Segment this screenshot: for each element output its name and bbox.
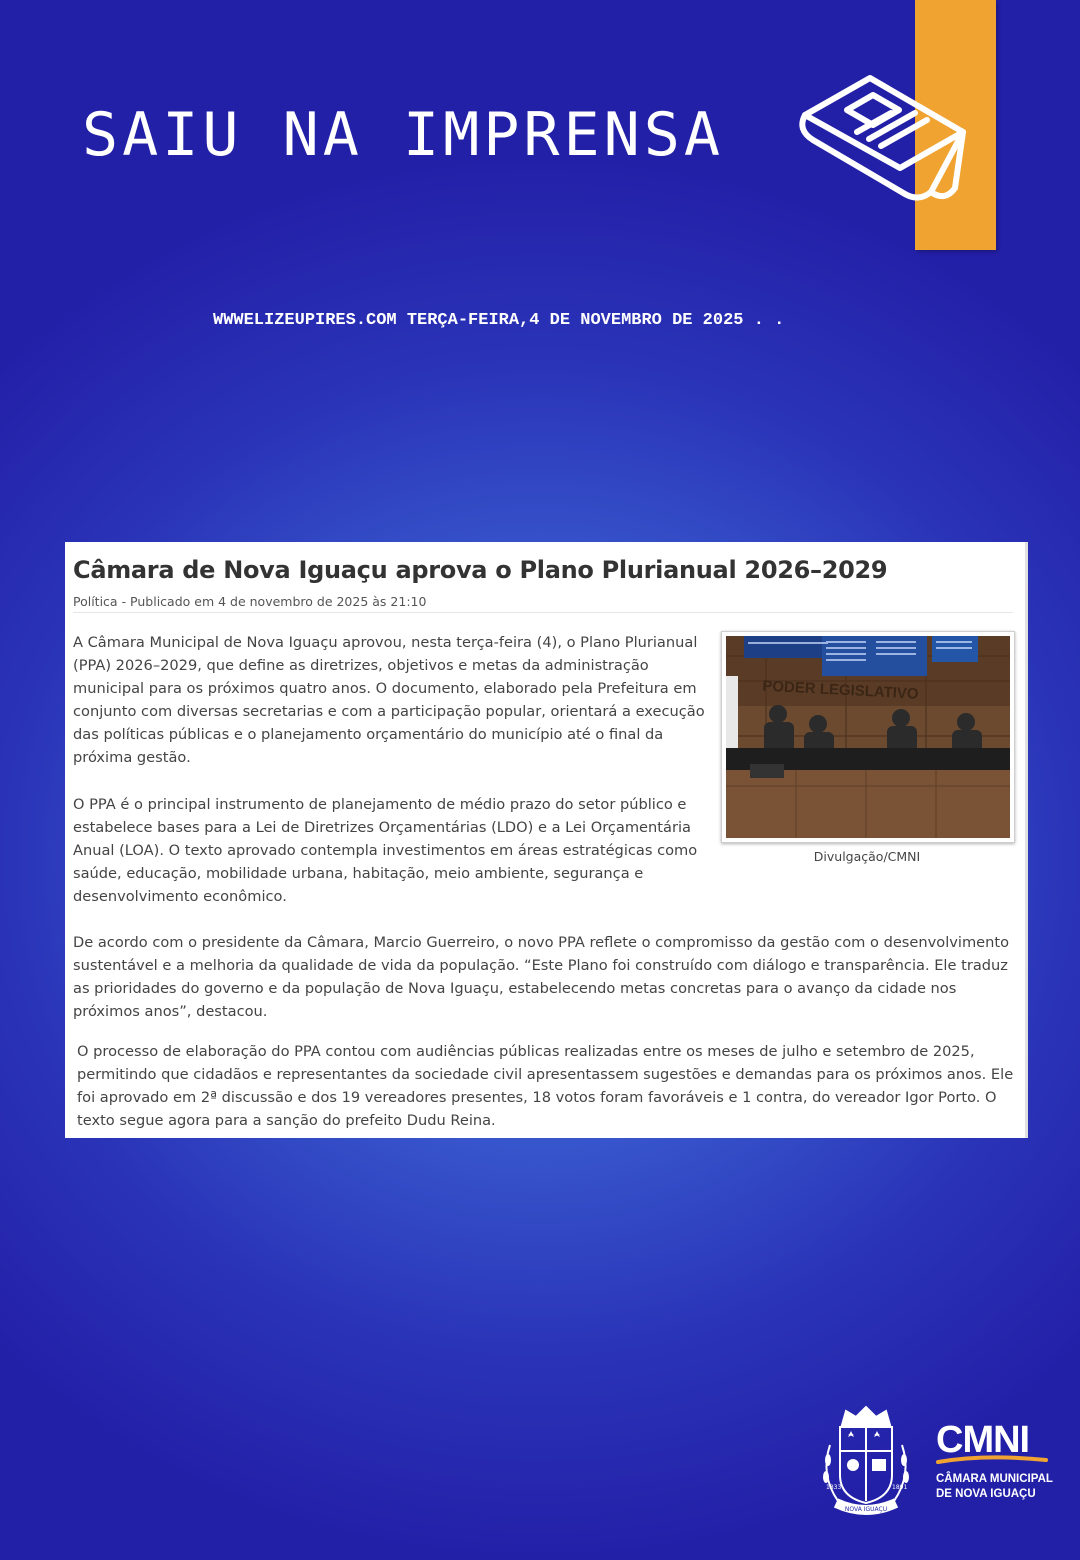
photo-sign-text: PODER LEGISLATIVO: [761, 677, 920, 703]
cmni-subtitle-line1: CÂMARA MUNICIPAL: [936, 1473, 1053, 1485]
cmni-wordmark: CMNI: [936, 1419, 1030, 1461]
article-paragraph-1: A Câmara Municipal de Nova Iguaçu aprovou, nesta terça-feira (4), o Plano Plurianual (PPA) 2026–2029, que define as diretrizes, objetivos e metas da administração municipal para os próximos quatro anos. O documento, elaborado pela Prefeitura em conjunto com diversas secretarias e com a participação popular, orientará a execução das políticas públicas e o planejamento orçamentário do município até o final da próxima gestão.: [73, 634, 705, 766]
cmni-subtitle-line2: DE NOVA IGUAÇU: [936, 1488, 1036, 1500]
council-session-photo: [726, 636, 1010, 838]
cmni-logo: [936, 1420, 1053, 1502]
banner-title: SAIU NA IMPRENSA: [82, 100, 724, 170]
photo-caption: Divulgação/CMNI: [813, 849, 921, 864]
newspaper-icon: [795, 70, 970, 210]
crest-year-left: 1833: [826, 1484, 842, 1491]
crest-year-right: 1891: [892, 1484, 908, 1491]
article-paragraph-4: O processo de elaboração do PPA contou com audiências públicas realizadas entre os meses de julho e setembro de 2025, permitindo que cidadãos e representantes da sociedade civil apresentassem sugestões e demandas para os próximos anos. Ele foi aprovado em 2ª discussão e dos 19 vereadores presentes, 18 votos foram favoráveis e 1 contra, do vereador Igor Porto. O texto segue agora para a sanção do prefeito Dudu Reina.: [77, 1043, 1014, 1129]
meta-divider: [73, 612, 1013, 613]
article-meta: Política - Publicado em 4 de novembro de 2025 às 21:10: [73, 594, 427, 609]
article-headline[interactable]: Câmara de Nova Iguaçu aprova o Plano Plurianual 2026–2029: [73, 556, 888, 584]
article-paragraph-3: De acordo com o presidente da Câmara, Marcio Guerreiro, o novo PPA reflete o compromisso da gestão com o desenvolvimento sustentável e a melhoria da qualidade de vida da população. “Este Plano foi construído com diálogo e transparência. Ele traduz as prioridades do governo e da população de Nova Iguaçu, estabelecendo metas concretas para o avanço da cidade nos próximos anos”, destacou.: [73, 934, 1010, 1020]
municipal-crest: [818, 1405, 914, 1517]
crest-ribbon-text: NOVA IGUAÇU: [844, 1506, 888, 1513]
dateline: WWWELIZEUPIRES.COM TERÇA-FEIRA,4 DE NOVEMBRO DE 2025 . .: [213, 311, 785, 330]
article-card: [65, 542, 1028, 1138]
cmni-swoosh-icon: [936, 1454, 1048, 1466]
article-paragraph-2: O PPA é o principal instrumento de planejamento de médio prazo do setor público e estabelece bases para a Lei de Diretrizes Orçamentárias (LDO) e a Lei Orçamentária Anual (LOA). O texto aprovado contempla investimentos em áreas estratégicas como saúde, educação, mobilidade urbana, habitação, meio ambiente, segurança e desenvolvimento econômico.: [73, 796, 698, 905]
article-photo[interactable]: [721, 631, 1015, 843]
